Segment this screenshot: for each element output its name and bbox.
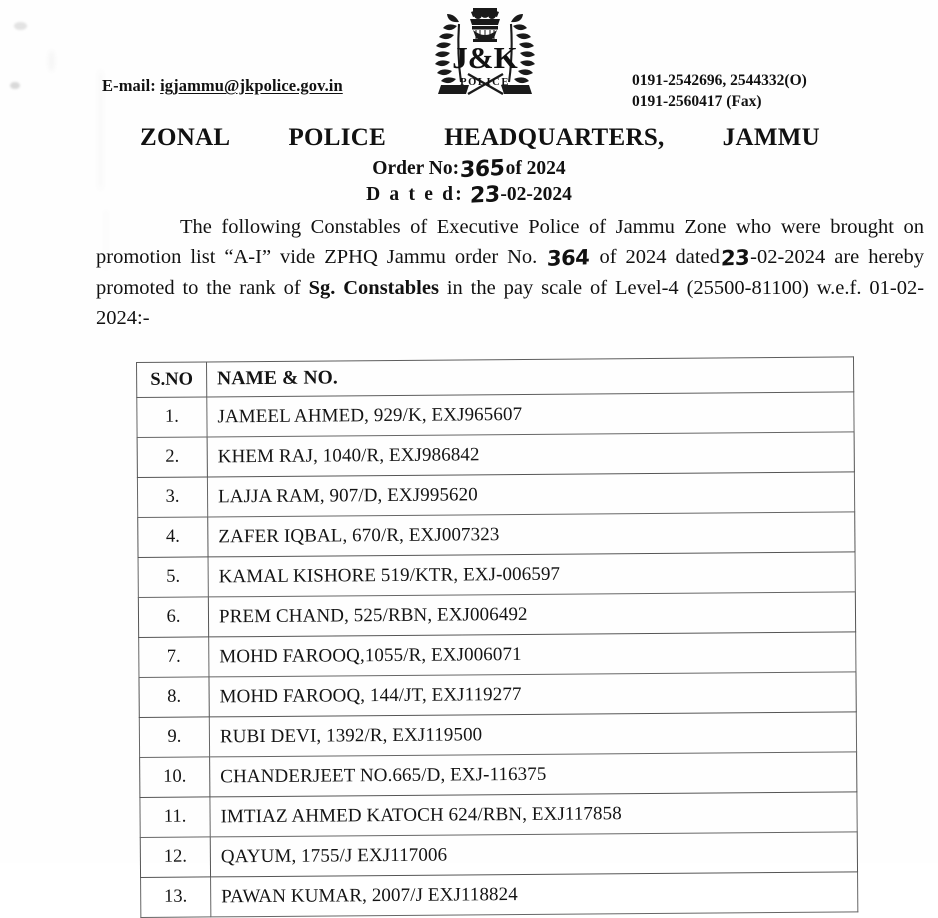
cell-sno: 7.: [139, 637, 209, 678]
jk-police-emblem-icon: [413, 2, 557, 114]
cell-name-and-number: CHANDERJEET NO.665/D, EXJ-116375: [210, 752, 857, 797]
table-row: [137, 472, 854, 518]
scan-artifact-smudge: [48, 50, 55, 72]
order-number-suffix: of 2024: [505, 158, 566, 179]
order-date-line: [0, 183, 938, 208]
order-number-line: [0, 157, 938, 182]
email-line: [102, 76, 343, 96]
cell-name-and-number: PREM CHAND, 525/RBN, EXJ006492: [208, 592, 855, 637]
table-row: [141, 872, 858, 918]
table-header: [137, 357, 854, 398]
promotion-roster-table-wrapper: [136, 356, 858, 918]
table-row: [139, 672, 856, 718]
svg-text:J&K: J&K: [452, 40, 518, 75]
cell-sno: 4.: [138, 517, 208, 558]
table-row: [139, 712, 856, 758]
cell-sno: 11.: [140, 797, 210, 838]
body-sentence-part-4: in the pay scale of Level-4 (25500-81100) w.e.f. 01-02-2024:-: [96, 277, 925, 329]
title-word-headquarters: HEADQUARTERS,: [444, 124, 665, 151]
reference-order-number-handwritten: 364: [546, 245, 590, 271]
cell-sno: 8.: [139, 677, 209, 718]
svg-text:POLICE: POLICE: [460, 77, 510, 88]
table-row: [137, 392, 854, 438]
cell-name-and-number: LAJJA RAM, 907/D, EXJ995620: [207, 472, 854, 517]
scan-artifact-smudge: [14, 22, 27, 30]
phone-fax: 0191-2560417 (Fax): [632, 93, 762, 110]
table-row: [140, 832, 857, 878]
table-row: [138, 592, 855, 638]
title-word-police: POLICE: [288, 124, 387, 151]
table-row: [140, 792, 857, 838]
table-body: [137, 392, 858, 918]
cell-sno: 1.: [137, 397, 207, 438]
cell-sno: 9.: [139, 717, 209, 758]
cell-name-and-number: MOHD FAROOQ, 144/JT, EXJ119277: [209, 672, 856, 717]
table-row: [137, 432, 854, 478]
cell-name-and-number: IMTIAZ AHMED KATOCH 624/RBN, EXJ117858: [210, 792, 857, 837]
cell-name-and-number: JAMEEL AHMED, 929/K, EXJ965607: [207, 392, 854, 437]
cell-sno: 13.: [141, 877, 211, 918]
cell-sno: 2.: [137, 437, 207, 478]
cell-name-and-number: KAMAL KISHORE 519/KTR, EXJ-006597: [208, 552, 855, 597]
table-row: [140, 752, 857, 798]
cell-sno: 12.: [140, 837, 210, 878]
order-number-prefix: Order No:: [372, 158, 460, 179]
promoted-rank: Sg. Constables: [308, 277, 439, 299]
cell-name-and-number: ZAFER IQBAL, 670/R, EXJ007323: [208, 512, 855, 557]
reference-date-handwritten: 23: [720, 245, 750, 271]
body-sentence-part-2: of 2024 dated: [599, 246, 720, 268]
body-sentence-part-1: The following Constables of Executive Police of Jammu Zone who were brought on promotion list “A-I” vide ZPHQ Jammu order No.: [96, 216, 924, 268]
email-address: igjammu@jkpolice.gov.in: [160, 76, 343, 95]
column-header-name: NAME & NO.: [207, 357, 854, 397]
email-label: E-mail:: [102, 76, 156, 95]
cell-name-and-number: QAYUM, 1755/J EXJ117006: [210, 832, 857, 877]
order-number-handwritten: 365: [459, 155, 505, 184]
cell-name-and-number: MOHD FAROOQ,1055/R, EXJ006071: [209, 632, 856, 677]
cell-name-and-number: RUBI DEVI, 1392/R, EXJ119500: [209, 712, 856, 757]
cell-sno: 5.: [138, 557, 208, 598]
table-row: [138, 552, 855, 598]
table-header-row: [137, 357, 854, 398]
phone-office: 0191-2542696, 2544332(O): [632, 72, 807, 89]
cell-name-and-number: PAWAN KUMAR, 2007/J EXJ118824: [211, 872, 858, 917]
scan-artifact-smudge: [10, 82, 20, 89]
cell-sno: 10.: [140, 757, 210, 798]
dated-label: D a t e d:: [366, 184, 464, 205]
body-sentence-part-3: -02-2024 are hereby promoted to the rank of: [96, 246, 924, 299]
dated-month-year: -02-2024: [500, 184, 572, 205]
table-row: [139, 632, 856, 678]
promotion-roster-table: [136, 356, 858, 918]
table-row: [138, 512, 855, 558]
cell-sno: 6.: [138, 597, 208, 638]
title-word-zonal: ZONAL: [140, 124, 231, 151]
phone-numbers-block: [632, 70, 807, 112]
cell-sno: 3.: [137, 477, 207, 518]
page-title: [140, 124, 820, 152]
order-body-paragraph: [96, 212, 924, 333]
title-word-jammu: JAMMU: [722, 124, 820, 151]
cell-name-and-number: KHEM RAJ, 1040/R, EXJ986842: [207, 432, 854, 477]
column-header-sno: S.NO: [137, 362, 207, 398]
dated-day-handwritten: 23: [469, 182, 500, 209]
